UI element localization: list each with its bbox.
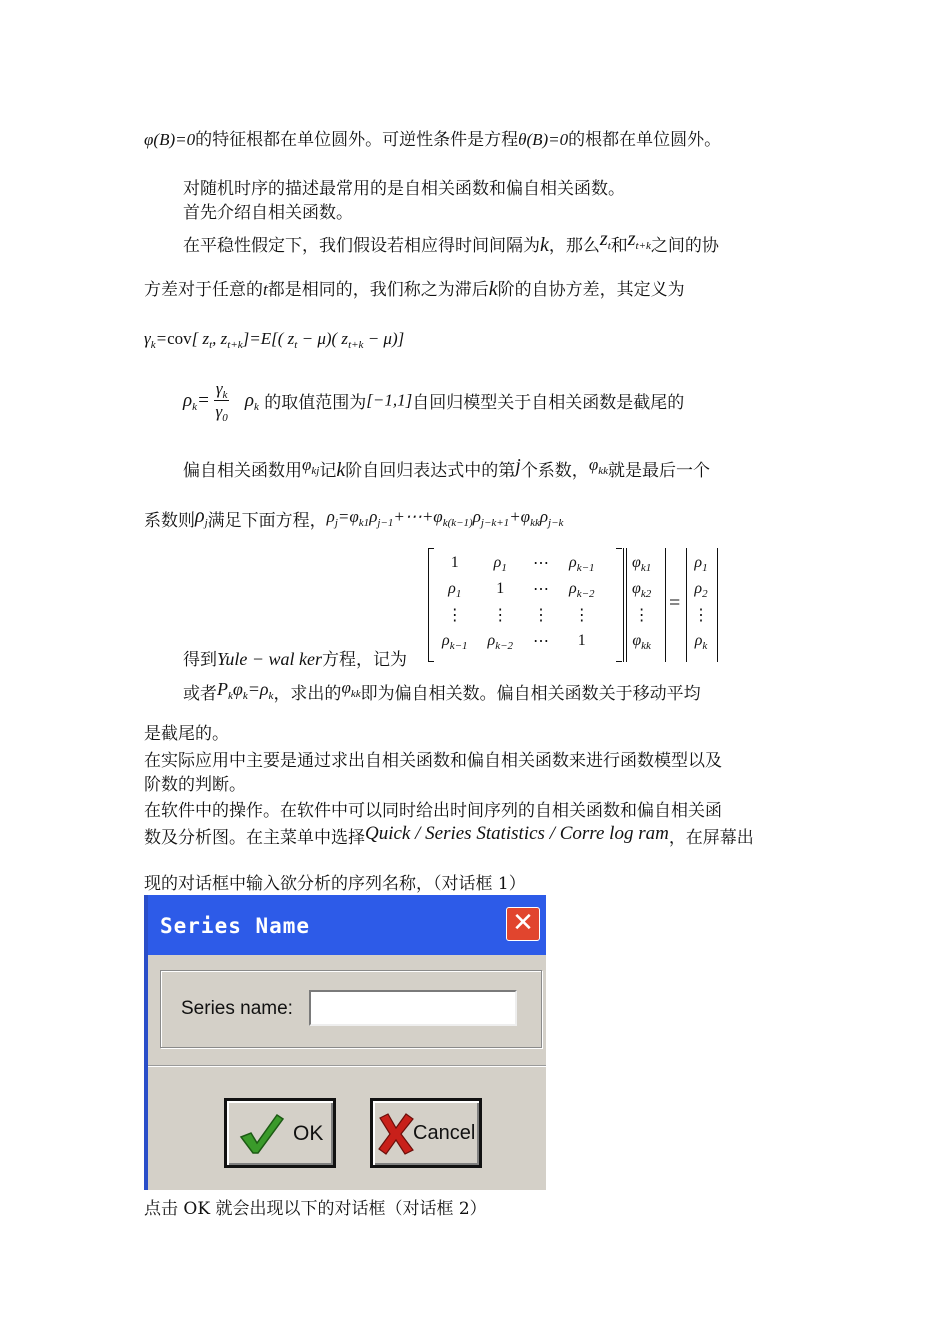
text: 偏自相关函数用 [183, 461, 302, 481]
series-name-dialog [144, 895, 546, 1190]
formula-theta-b: θ(B)=0 [518, 130, 569, 149]
formula-phi-b: φ(B)=0 [144, 130, 196, 149]
para-rho-def: $\rho_k=$ $\frac{\gamma_k}{\gamma_0}$ $\rho_k$ 的取值范围为[−1,1]自回归模型关于自相关函数是截尾的 [183, 379, 685, 424]
cancel-button[interactable] [370, 1098, 482, 1168]
para-intro: 首先介绍自相关函数。 [183, 203, 353, 223]
phi-vector: $\varphi_{k1}$ $\varphi_{k2}$ ⋮ $\varphi_{kk}$ [632, 554, 652, 652]
text: 即为偏自相关数。偏自相关函数关于移动平均 [360, 684, 701, 704]
para-stationary [183, 228, 719, 258]
text: 阶自回归表达式中的第 [345, 461, 516, 481]
para-or: 或者$P_k\varphi_k=\rho_k$，求出的$\varphi_{kk}$即为偏自相关数。偏自相关函数关于移动平均 [183, 678, 701, 704]
text: ，求出的 [273, 684, 342, 704]
text: 方差对于任意的 [144, 280, 263, 300]
text: ，那么 [548, 236, 600, 256]
yule-walker: Yule − wal ker [217, 649, 322, 669]
var-z: z [627, 228, 636, 250]
text: 系数则 [144, 511, 195, 531]
dialog-divider [148, 1065, 546, 1067]
ok-button[interactable] [224, 1098, 336, 1168]
cancel-label: Cancel [413, 1122, 476, 1144]
text: 记 [319, 461, 337, 481]
text: 或者 [183, 684, 217, 704]
text: 得到 [183, 650, 217, 670]
rho-vector: $\rho_1$ $\rho_2$ ⋮ $\rho_k$ [693, 554, 709, 652]
text: 数及分析图。在主菜单中选择 [144, 828, 365, 848]
para-rho-eq: 系数则$\rho_j$满足下面方程，$\rho_j=\varphi_{k1}\rho_{j-1}+\cdots+\varphi_{k(k-1)}\rho_{j-k+1}+\varphi_{kk}\rho_{j-k}$ [144, 505, 564, 531]
text: 的取值范围为 [264, 393, 367, 413]
fraction-gamma: $\frac{\gamma_k}{\gamma_0}$ [215, 379, 228, 424]
close-icon[interactable]: ✕ [506, 907, 540, 941]
matrix-equation: 1 $\rho_1$ ⋯ $\rho_{k-1}$ $\rho_1$ 1 ⋯ $\rho_{k-2}$ ⋮ ⋮ ⋮ ⋮ $\rho_{k-1}$ $\rho_{k-2}$ ⋯ 1 $\varphi_{k1}$ $\varphi_{k2}$ ⋮ $\varphi_{kk}$ = $\rho_1$ $\rho_2$ ⋮ $\rho_k$ [428, 546, 728, 664]
para-click-ok: 点击 OK 就会出现以下的对话框（对话框 2） [144, 1199, 487, 1219]
para-dialog-intro: 现的对话框中输入欲分析的序列名称，（对话框 1） [144, 874, 526, 894]
text: 在平稳性假定下，我们假设若相应得时间间隔为 [183, 236, 540, 256]
para-cut: 是截尾的。 [144, 724, 229, 744]
var-t: t [263, 280, 268, 299]
para-software: 在软件中的操作。在软件中可以同时给出时间序列的自相关函数和偏自相关函 [144, 801, 722, 821]
text: 的特征根都在单位圆外。可逆性条件是方程 [195, 130, 519, 150]
sub-t: t [607, 240, 611, 252]
text: 都是相同的，我们称之为滞后 [267, 280, 489, 300]
rho-k: $\rho_k=$ [183, 389, 210, 413]
para-yule [183, 647, 407, 672]
text: 自回归模型关于自相关函数是截尾的 [412, 393, 685, 413]
text: 的根都在单位圆外。 [568, 130, 722, 150]
text: 满足下面方程， [207, 511, 327, 531]
menu-path: Quick / Series Statistics / Corre log ram [365, 823, 669, 844]
dialog-title: Series Name [160, 914, 311, 938]
para-desc: 对随机时序的描述最常用的是自相关函数和偏自相关函数。 [183, 179, 625, 199]
var-k: k [488, 278, 498, 300]
series-name-label: Series name: [181, 998, 293, 1019]
para-menu [144, 823, 754, 850]
var-k: k [540, 234, 549, 256]
series-name-group [160, 970, 542, 1048]
text: 和 [610, 236, 628, 256]
text: ，在屏幕出 [668, 828, 754, 848]
text: 之间的协 [650, 236, 719, 256]
sub-tk: t+k [635, 240, 651, 252]
ok-label: OK [293, 1122, 324, 1145]
var-z: z [599, 228, 608, 250]
var-j: j [515, 455, 521, 477]
coeff-matrix: 1 $\rho_1$ ⋯ $\rho_{k-1}$ $\rho_1$ 1 ⋯ $\rho_{k-2}$ ⋮ ⋮ ⋮ ⋮ $\rho_{k-1}$ $\rho_{k-2}$ ⋯ 1 [442, 554, 595, 652]
text: 方程，记为 [322, 650, 407, 670]
text: 就是最后一个 [607, 461, 710, 481]
formula-gamma-k: $\gamma_k=cov$[ $z_t$, $z_{t+k}]=E$[( $z_t - \mu$)( $z_{t+k} - \mu$)] [144, 329, 405, 351]
series-name-input[interactable] [309, 990, 517, 1026]
var-k: k [336, 459, 346, 481]
check-icon [237, 1111, 285, 1157]
range: [−1,1] [366, 390, 413, 410]
para-char-root [144, 128, 721, 152]
para-autocov [144, 277, 685, 302]
text: 个系数， [520, 461, 589, 481]
x-icon [376, 1112, 416, 1156]
para-practice: 在实际应用中主要是通过求出自相关函数和偏自相关函数来进行函数模型以及 [144, 751, 722, 771]
para-pacf: 偏自相关函数用$\varphi_{kj}$记k阶自回归表达式中的第j个系数，$\varphi_{kk}$就是最后一个 [183, 455, 710, 481]
text: 阶的自协方差，其定义为 [497, 280, 685, 300]
para-order: 阶数的判断。 [144, 775, 246, 795]
dialog-title-bar[interactable] [148, 895, 546, 955]
